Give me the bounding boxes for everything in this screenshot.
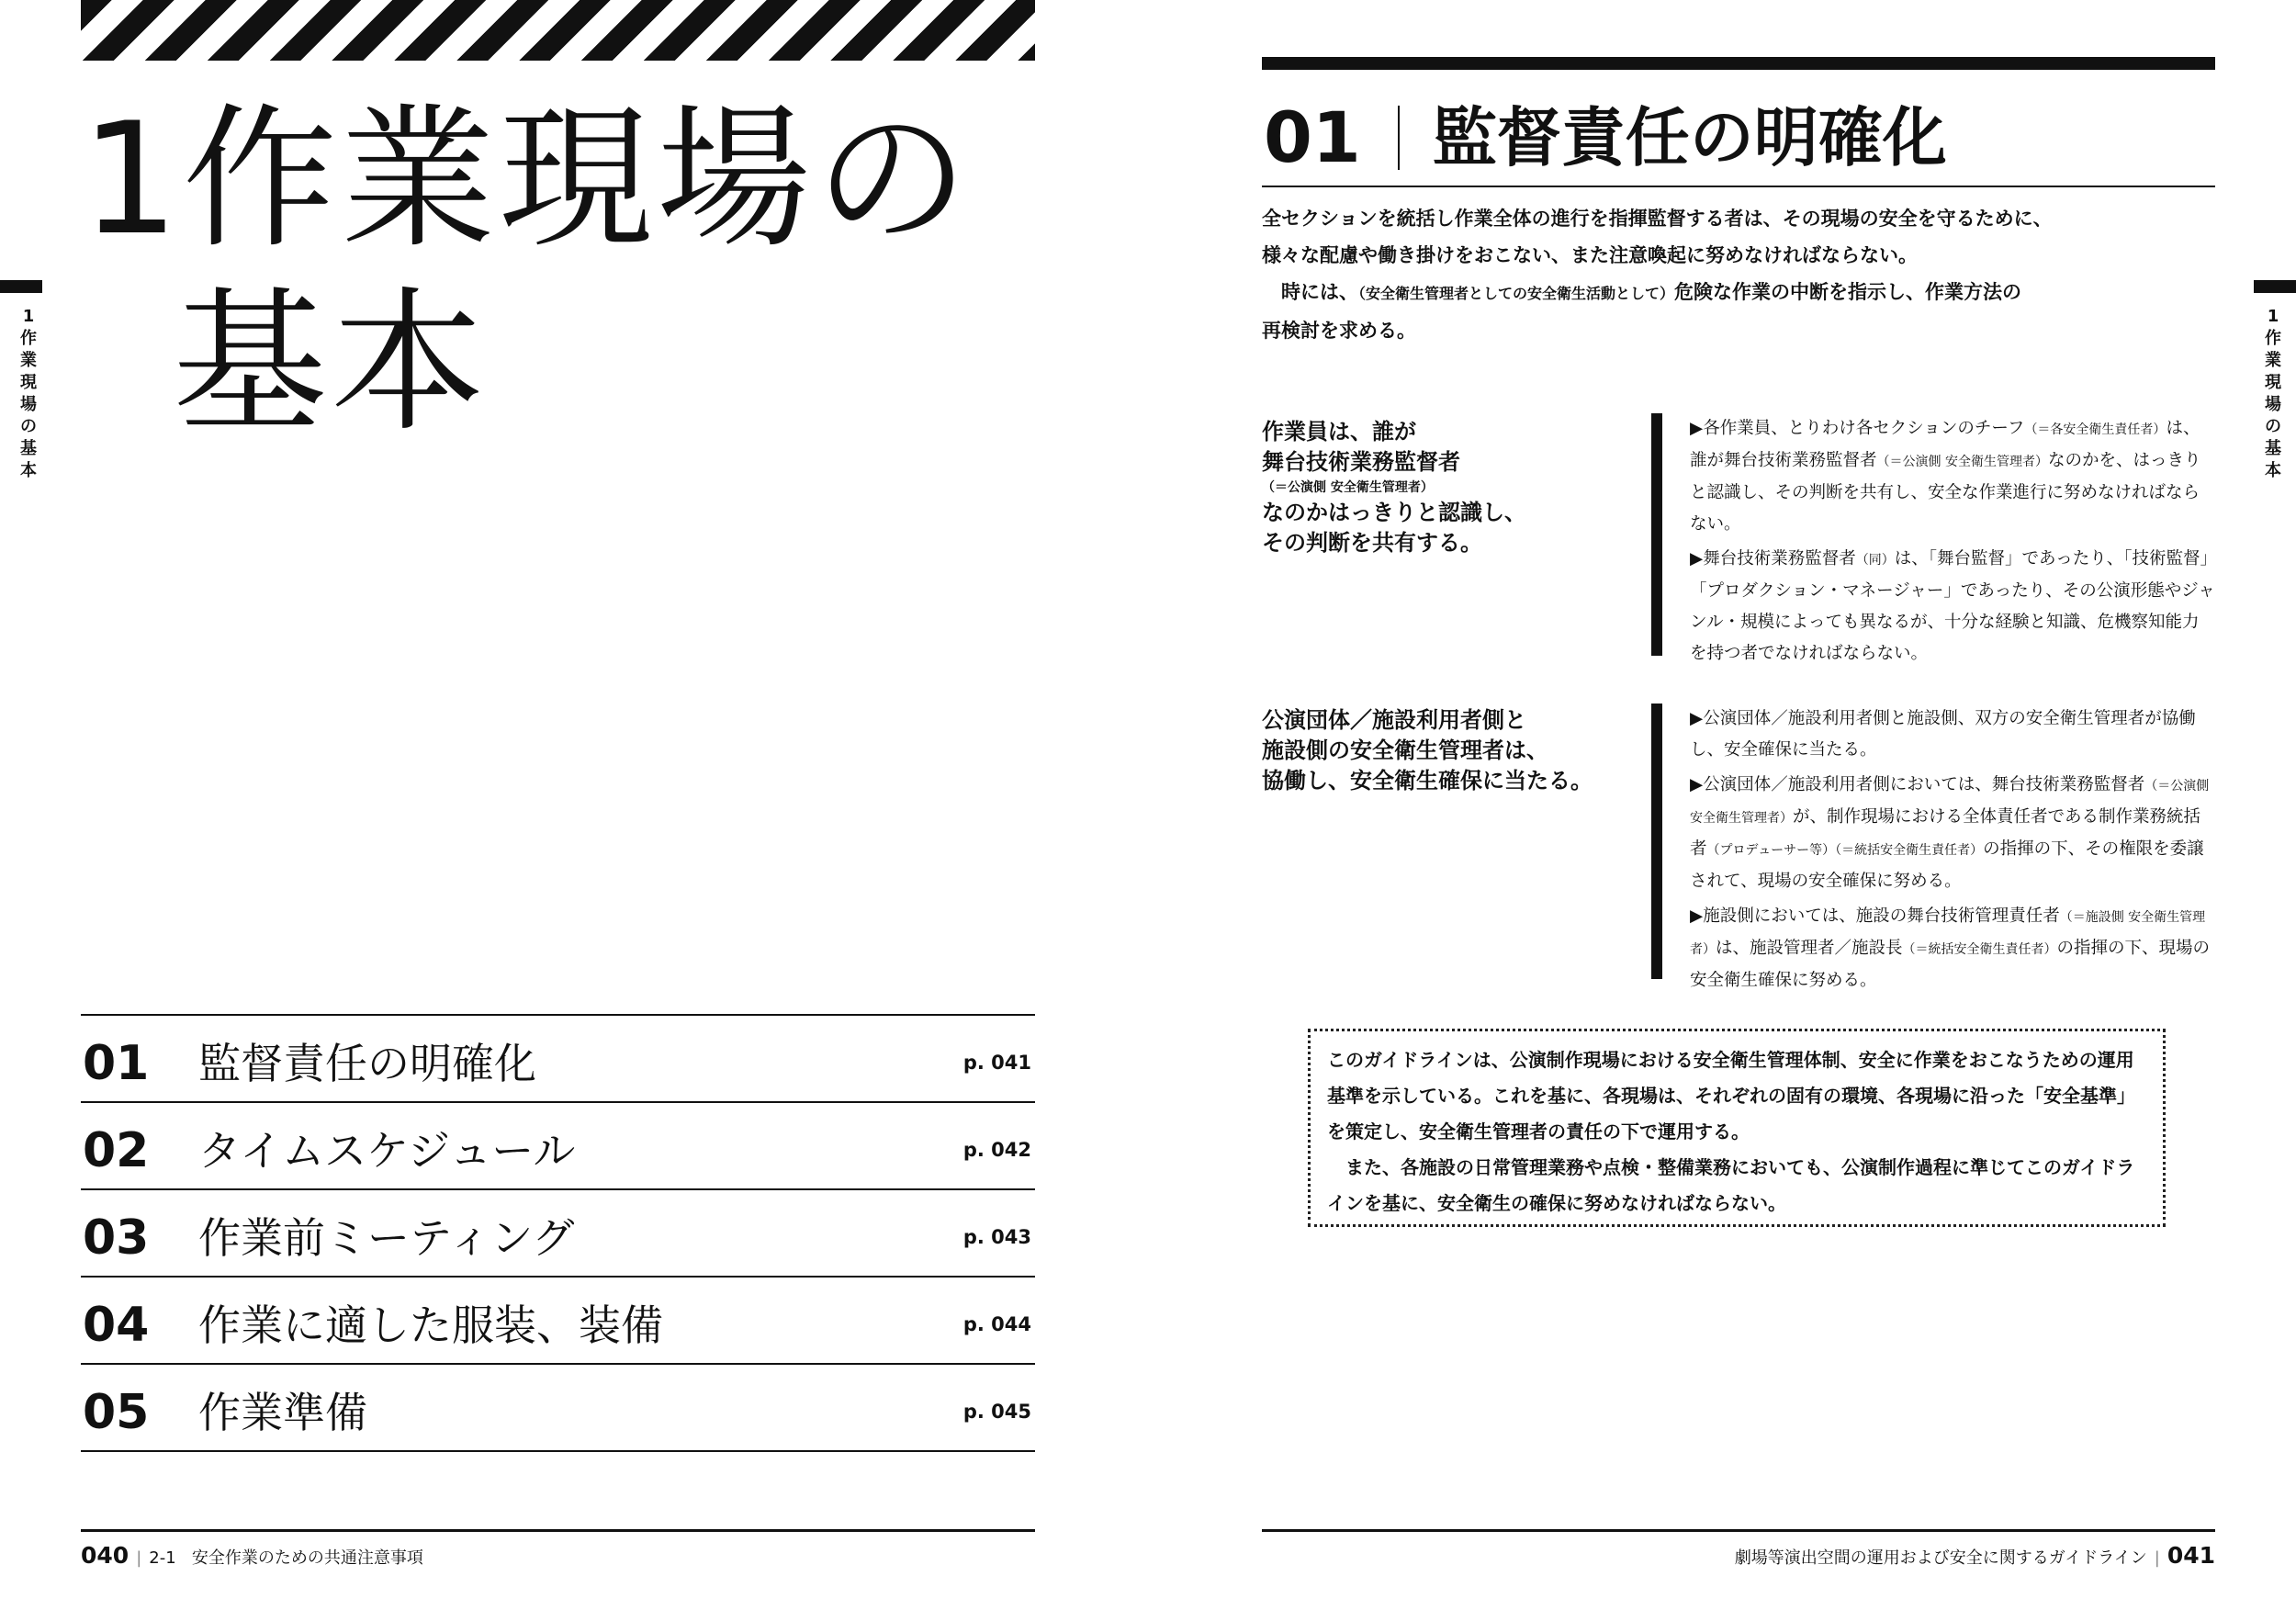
toc-item[interactable]: [81, 1365, 1035, 1452]
detail-text: が、制作現場における全体責任者である制作業務統括者: [1690, 807, 2201, 859]
side-tab-label: 1 作業現場の基本: [2265, 307, 2281, 480]
footer-left: [81, 1543, 423, 1571]
footer-rule-left: [81, 1529, 1035, 1532]
intro-line: 様々な配慮や働き掛けをおこない、また注意喚起に努めなければならない。: [1262, 244, 1918, 266]
toc-item-number: 02: [83, 1123, 150, 1178]
section-number: 01: [1264, 96, 1361, 178]
detail-text: の指揮の下、その権限を委譲されて、現場の安全確保に努める。: [1690, 839, 2204, 891]
detail-text: なのかを、はっきりと認識し、その判断を共有し、安全な作業進行に努めなければならない。: [1690, 451, 2201, 534]
side-chapter-tab-left: [0, 280, 42, 482]
detail-text: の指揮の下、現場の安全衛生確保に努める。: [1690, 939, 2211, 990]
point-heading-line: 作業員は、誰が: [1262, 419, 1416, 445]
notice-paragraph: また、各施設の日常管理業務や点検・整備業務においても、公演制作過程に準じてこのガイドラインを基に、安全衛生の確保に努めなければならない。: [1327, 1156, 2135, 1214]
toc-item-page: p. 042: [962, 1139, 1031, 1161]
table-of-contents: [81, 1014, 1035, 1452]
toc-item-page: p. 043: [962, 1226, 1031, 1248]
section-intro: [1262, 200, 2215, 349]
toc-item[interactable]: [81, 1016, 1035, 1103]
intro-line: 再検討を求める。: [1262, 320, 1416, 342]
detail-paragraph: [1690, 770, 2215, 897]
side-chapter-tab-right: [2254, 280, 2296, 482]
page-number-left: 040: [81, 1542, 129, 1569]
toc-item-title: タイムスケジュール: [198, 1126, 576, 1176]
intro-line: [1262, 274, 2215, 312]
chapter-title-line2: 基本: [173, 273, 489, 453]
detail-note: （＝各安全衛生責任者）: [2024, 422, 2167, 437]
toc-item-title: 作業前ミーティング: [198, 1213, 575, 1263]
toc-item-title: 監督責任の明確化: [198, 1039, 536, 1088]
footer-separator: |: [2154, 1548, 2160, 1568]
point-heading-line: 舞台技術業務監督者: [1262, 449, 1460, 475]
side-tab-label: 1 作業現場の基本: [20, 307, 37, 480]
hazard-stripe-banner: [81, 0, 1035, 61]
detail-paragraph: [1690, 901, 2215, 996]
detail-note: （同）: [1855, 553, 1895, 568]
footer-rule-right: [1262, 1529, 2215, 1532]
footer-separator: |: [136, 1548, 142, 1568]
intro-text: 時には、: [1262, 281, 1358, 303]
toc-item-title: 作業に適した服装、装備: [198, 1300, 663, 1350]
section-top-rule: [1262, 57, 2215, 70]
toc-item-number: 05: [83, 1385, 150, 1440]
toc-item-page: p. 045: [962, 1401, 1031, 1423]
toc-item[interactable]: [81, 1278, 1035, 1365]
guideline-notice-box: [1308, 1029, 2166, 1227]
detail-text: ▶公演団体／施設利用者側においては、舞台技術業務監督者: [1690, 775, 2145, 794]
detail-text: ▶舞台技術業務監督者: [1690, 549, 1856, 568]
chapter-title-line1: 作業現場の: [182, 89, 973, 269]
footer-section-title: 安全作業のための共通注意事項: [191, 1548, 423, 1568]
detail-text: は、施設管理者／施設長: [1716, 939, 1903, 958]
section-heading: [1264, 92, 1947, 184]
section-heading-rule: [1262, 186, 2215, 187]
point-heading-line: 施設側の安全衛生管理者は、: [1262, 737, 1548, 763]
point-heading-1: [1262, 417, 1629, 558]
toc-item[interactable]: [81, 1190, 1035, 1278]
detail-paragraph: [1690, 413, 2215, 540]
detail-paragraph: ▶公演団体／施設利用者側と施設側、双方の安全衛生管理者が協働し、安全確保に当たる。: [1690, 709, 2196, 760]
side-tab-bar: [2254, 280, 2296, 293]
detail-note: （＝統括安全衛生責任者）: [1902, 942, 2057, 957]
point-heading-note: （＝公演側 安全衛生管理者）: [1262, 480, 1434, 495]
section-heading-divider: [1398, 106, 1400, 170]
point-heading-line: 公演団体／施設利用者側と: [1262, 707, 1526, 733]
detail-text: は、誰が舞台技術業務監督者: [1690, 419, 2200, 470]
toc-item-number: 01: [83, 1036, 150, 1091]
intro-text: 危険な作業の中断を指示し、作業方法の: [1674, 281, 2022, 303]
detail-paragraph: [1690, 544, 2215, 670]
detail-note: （プロデューサー等）（＝統括安全衛生責任者）: [1706, 843, 1984, 858]
footer-right: [1735, 1543, 2215, 1571]
point-heading-2: [1262, 705, 1629, 796]
section-title: 監督責任の明確化: [1432, 100, 1947, 175]
point-heading-line: 協働し、安全衛生確保に当たる。: [1262, 768, 1593, 794]
footer-section-code: 2-1: [149, 1548, 176, 1568]
toc-item-title: 作業準備: [198, 1388, 367, 1437]
chapter-number: 1: [81, 89, 183, 269]
point-detail-2: [1651, 704, 2215, 990]
toc-item-page: p. 041: [962, 1052, 1031, 1074]
point-heading-line: なのかはっきりと認識し、: [1262, 500, 1526, 525]
detail-text: は、「舞台監督」であったり、「技術監督」「プロダクション・マネージャー」であったり、その公演形態やジャンル・規模によっても異なるが、十分な経験と知識、危機察知能力を持つ者でなければならない。: [1690, 549, 2215, 663]
chapter-title: [81, 87, 973, 455]
intro-note: （安全衛生管理者としての安全衛生活動として）: [1358, 285, 1675, 302]
detail-note: （＝公演側 安全衛生管理者）: [1690, 779, 2210, 826]
page-number-right: 041: [2167, 1542, 2215, 1569]
notice-paragraph: このガイドラインは、公演制作現場における安全衛生管理体制、安全に作業をおこなうための運用基準を示している。これを基に、各現場は、それぞれの固有の環境、各現場に沿った「安全基準」を策定し、安全衛生管理者の責任の下で運用する。: [1327, 1049, 2135, 1143]
detail-note: （＝施設側 安全衛生管理者）: [1690, 910, 2206, 957]
side-tab-bar: [0, 280, 42, 293]
intro-line: 全セクションを統括し作業全体の進行を指揮監督する者は、その現場の安全を守るために、: [1262, 208, 2053, 230]
point-detail-1: [1651, 413, 2215, 663]
point-heading-line: その判断を共有する。: [1262, 530, 1482, 556]
detail-text: ▶各作業員、とりわけ各セクションのチーフ: [1690, 419, 2025, 438]
toc-item-page: p. 044: [962, 1313, 1031, 1335]
detail-text: ▶施設側においては、施設の舞台技術管理責任者: [1690, 906, 2060, 926]
footer-book-title: 劇場等演出空間の運用および安全に関するガイドライン: [1734, 1548, 2147, 1568]
toc-item[interactable]: [81, 1103, 1035, 1190]
toc-item-number: 03: [83, 1210, 150, 1266]
toc-item-number: 04: [83, 1298, 150, 1353]
detail-note: （＝公演側 安全衛生管理者）: [1876, 455, 2048, 469]
